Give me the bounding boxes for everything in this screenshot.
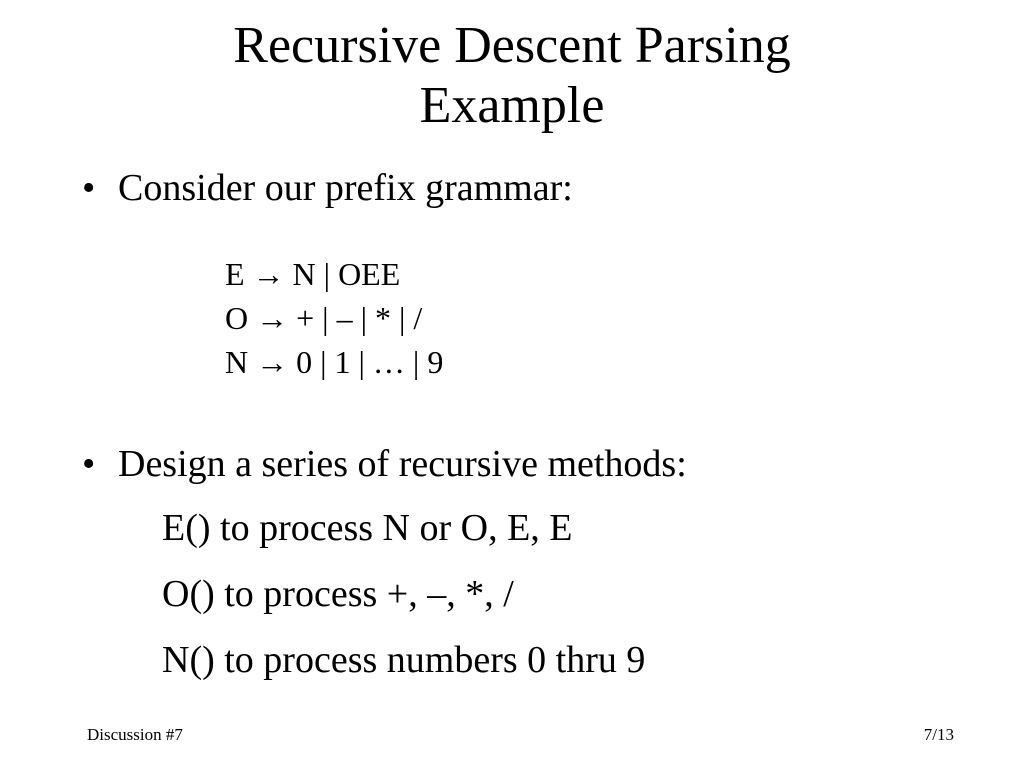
bullet-text: Consider our prefix grammar: [118, 167, 573, 209]
method-e: E() to process N or O, E, E [162, 507, 573, 549]
grammar-rule-o: O → + | – | * | / [225, 300, 423, 336]
bullet-marker: • [82, 167, 96, 209]
bullet-text: Design a series of recursive methods: [118, 443, 687, 485]
method-list [162, 506, 645, 704]
bullet-marker: • [82, 443, 96, 485]
method-n: N() to process numbers 0 thru 9 [162, 639, 646, 681]
slide-title-line-2: Example [419, 77, 605, 134]
footer-discussion-label: Discussion #7 [87, 725, 183, 744]
footer-page-number: 7/13 [923, 725, 954, 744]
bullet-item-grammar [82, 166, 573, 210]
bullet-item-methods [82, 442, 687, 486]
grammar-rules [225, 252, 443, 384]
slide-title [0, 16, 1024, 136]
grammar-rule-e: E → N | OEE [225, 256, 401, 292]
method-o: O() to process +, –, *, / [162, 573, 514, 615]
slide-title-line-1: Recursive Descent Parsing [233, 17, 791, 74]
grammar-rule-n: N → 0 | 1 | … | 9 [225, 344, 444, 380]
